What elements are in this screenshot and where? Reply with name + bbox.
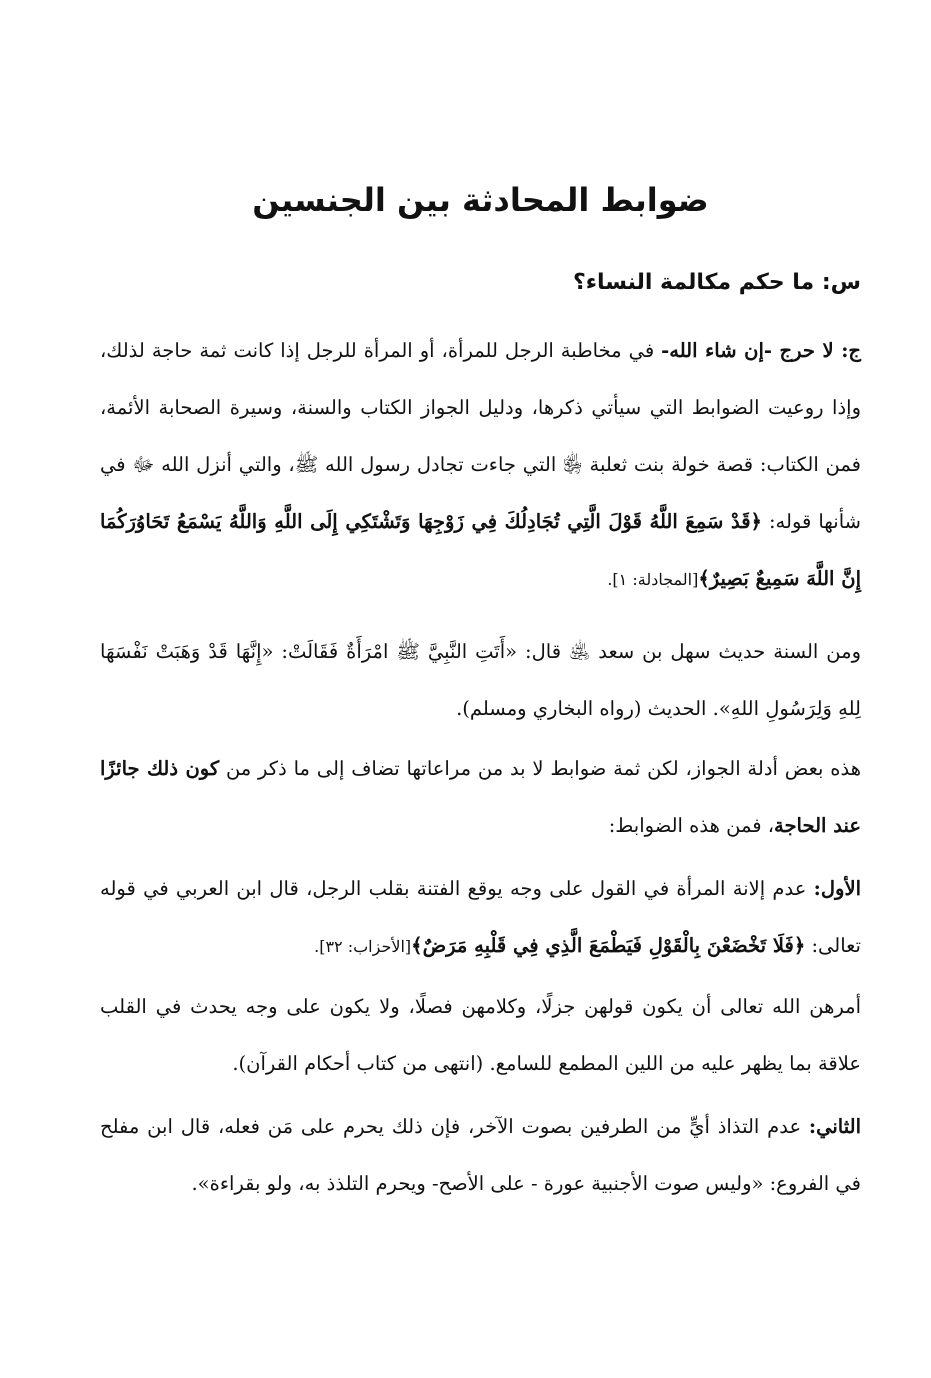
first-condition-text: عدم إلانة المرأة في القول على وجه يوقع الفتنة بقلب الرجل، قال ابن العربي في قوله تعالى: [100,877,861,957]
document-page [100,0,861,1378]
verse-reference-mujadila: [المجادلة: ١]. [607,570,699,589]
answer-text: في مخاطبة الرجل للمرأة، أو المرأة للرجل إذا كانت ثمة حاجة لذلك، وإذا روعيت الضوابط التي سيأتي ذكرها، ودليل الجواز الكتاب والسنة، وسيرة الصحابة الأئمة، فمن الكتاب: قصة خولة بنت ثعلبة ﵂ التي جاءت تجادل رسول الله ﷺ، والتي أنزل الله ﷻ في شأنها قوله: [100,339,861,533]
first-condition-label: الأول: [813,877,861,900]
conditions-intro-end: ، فمن هذه الضوابط: [608,814,775,837]
page-title: ضوابط المحادثة بين الجنسين [252,181,709,219]
paragraph-second-condition [100,1098,861,1212]
paragraph-sunnah [100,623,861,737]
paragraph-answer [100,322,861,608]
paragraph-conditions-intro [100,740,861,854]
quran-verse-mujadila: ﴿قَدْ سَمِعَ اللَّهُ قَوْلَ الَّتِي تُجَادِلُكَ فِي زَوْجِهَا وَتَشْتَكِي إِلَى اللَّهِ وَاللَّهُ يَسْمَعُ تَحَاوُرَكُمَا إِنَّ اللَّهَ سَمِيعٌ بَصِيرٌ﴾ [100,510,861,590]
sunnah-intro: ومن السنة حديث سهل بن سعد ﵁ قال: [517,640,861,663]
second-condition-label: الثاني: [808,1115,861,1138]
hadith-quote: «أَتَتِ النَّبِيَّ ﷺ امْرَأَةٌ فَقَالَتْ: «إِنَّهَا قَدْ وَهَبَتْ نَفْسَهَا لِلهِ وَلِرَسُولِ اللهِ». [100,640,861,720]
paragraph-ibn-arabi-quote [100,978,861,1092]
question-heading: س: ما حكم مكالمة النساء؟ [572,270,861,295]
hadith-source: الحديث (رواه البخاري ومسلم). [456,697,713,720]
quran-verse-ahzab: ﴿فَلَا تَخْضَعْنَ بِالْقَوْلِ فَيَطْمَعَ الَّذِي فِي قَلْبِهِ مَرَضٌ﴾ [411,934,806,957]
second-condition-text: عدم التذاذ أيٍّ من الطرفين بصوت الآخر، فإن ذلك يحرم على مَن فعله، قال ابن مفلح في الفروع: «وليس صوت الأجنبية عورة - على الأصح- ويحرم التلذذ به، ولو بقراءة». [100,1115,861,1195]
conditions-intro-bold: كون ذلك جائزًا عند الحاجة [100,757,861,837]
conditions-intro-text: هذه بعض أدلة الجواز، لكن ثمة ضوابط لا بد من مراعاتها تضاف إلى ما ذكر من [219,757,861,780]
ibn-arabi-text: أمرهن الله تعالى أن يكون قولهن جزلًا، وكلامهن فصلًا، ولا يكون على وجه يحدث في القلب علاقة بما يظهر عليه من اللين المطمع للسامع. (انتهى من كتاب أحكام القرآن). [100,995,861,1075]
paragraph-first-condition [100,860,861,975]
answer-lead: ج: لا حرج -إن شاء الله- [661,339,861,362]
verse-reference-ahzab: [الأحزاب: ٣٢]. [314,937,412,956]
